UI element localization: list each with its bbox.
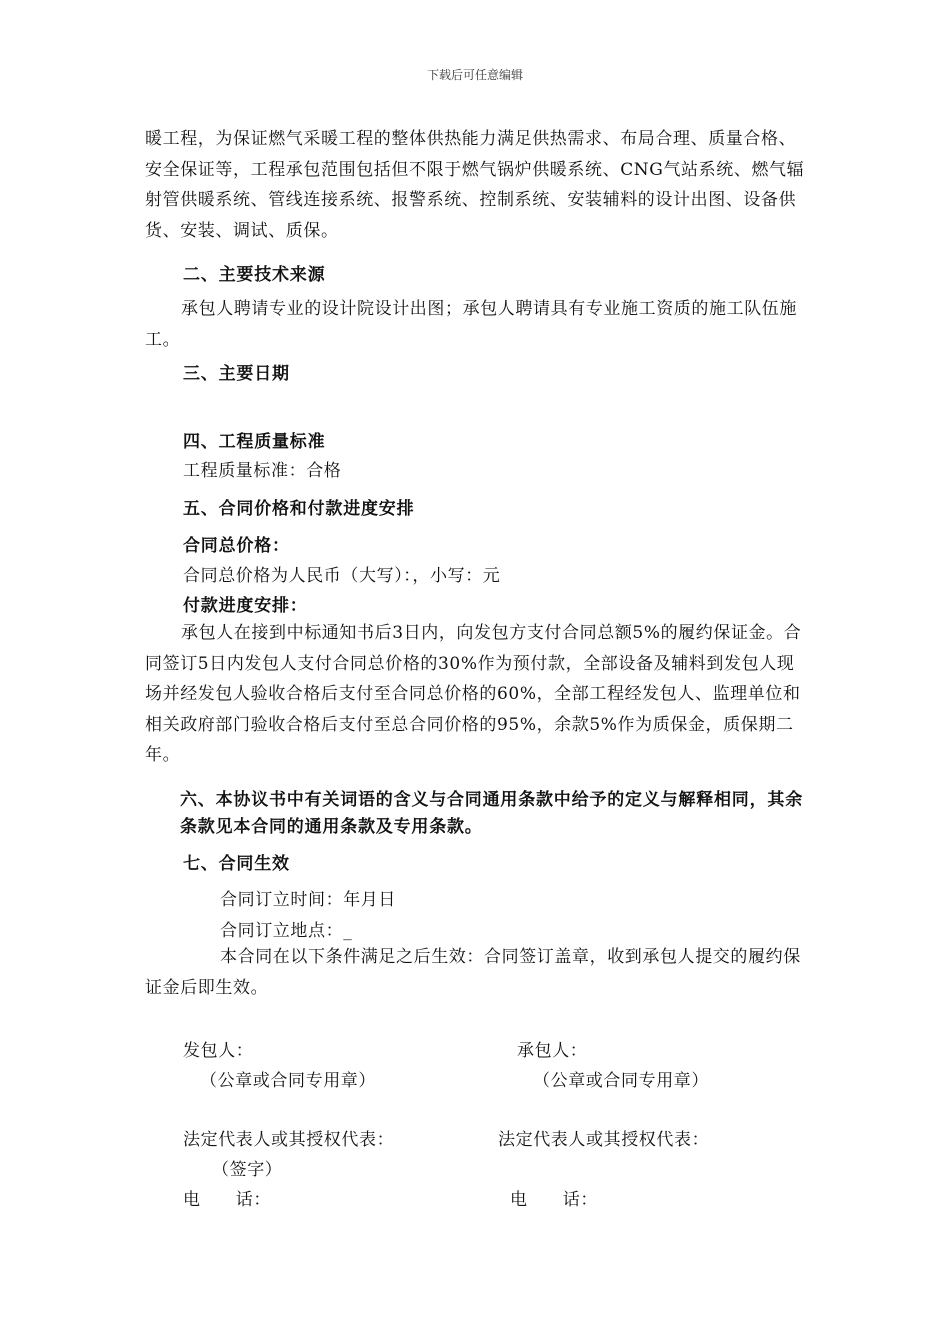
party-a-seal: （公章或合同专用章）: [200, 1071, 376, 1091]
phone-b-label: 电 话：: [510, 1190, 598, 1210]
section-7-title: 七、合同生效: [183, 854, 290, 874]
party-b-seal: （公章或合同专用章）: [533, 1071, 709, 1091]
section-2-title: 二、主要技术来源: [183, 265, 326, 285]
effect-condition: 本合同在以下条件满足之后生效：合同签订盖章，收到承包人提交的履约保证金后即生效。: [145, 947, 801, 998]
price-text: 合同总价格为人民币（大写）：，小写：元: [183, 566, 501, 586]
contract-place: 合同订立地点：_: [220, 921, 353, 941]
section-2-body: 承包人聘请专业的设计院设计出图；承包人聘请具有专业施工资质的施工队伍施工。: [145, 299, 797, 350]
page-header: 下载后可任意编辑: [426, 68, 523, 82]
payment-label: 付款进度安排：: [183, 596, 308, 616]
price-label: 合同总价格：: [183, 536, 290, 556]
intro-paragraph: 暖工程，为保证燃气采暖工程的整体供热能力满足供热需求、布局合理、质量合格、安全保证等，工程承包范围包括但不限于燃气锅炉供暖系统、CNG气站系统、燃气辐射管供暖系统、管线连接系统、报警系统、控制系统、安装辅料的设计出图、设备供货、安装、调试、质保。: [145, 129, 805, 241]
section-4-body: 工程质量标准：合格: [183, 461, 342, 481]
party-b-label: 承包人：: [517, 1041, 588, 1061]
section-5-title: 五、合同价格和付款进度安排: [183, 499, 415, 519]
section-4-title: 四、工程质量标准: [183, 432, 326, 452]
section-6-title: 六、本协议书中有关词语的含义与合同通用条款中给予的定义与解释相同，其余条款见本合同的通用条款及专用条款。: [180, 790, 803, 837]
party-a-label: 发包人：: [183, 1041, 254, 1061]
phone-a-label: 电 话：: [183, 1190, 271, 1210]
contract-time: 合同订立时间：年月日: [220, 890, 396, 910]
payment-text: 承包人在接到中标通知书后3日内，向发包方支付合同总额5%的履约保证金。合同签订5日内发包人支付合同总价格的30%作为预付款，全部设备及辅料到发包人现场并经发包人验收合格后支付至合同总价格的60%，全部工程经发包人、监理单位和相关政府部门验收合格后支付至总合同价格的95%，余款5%作为质保金，质保期二年。: [145, 623, 802, 765]
rep-a-sign: （签字）: [212, 1160, 283, 1180]
rep-b-label: 法定代表人或其授权代表：: [498, 1130, 710, 1150]
rep-a-label: 法定代表人或其授权代表：: [183, 1130, 395, 1150]
section-3-title: 三、主要日期: [183, 364, 290, 384]
